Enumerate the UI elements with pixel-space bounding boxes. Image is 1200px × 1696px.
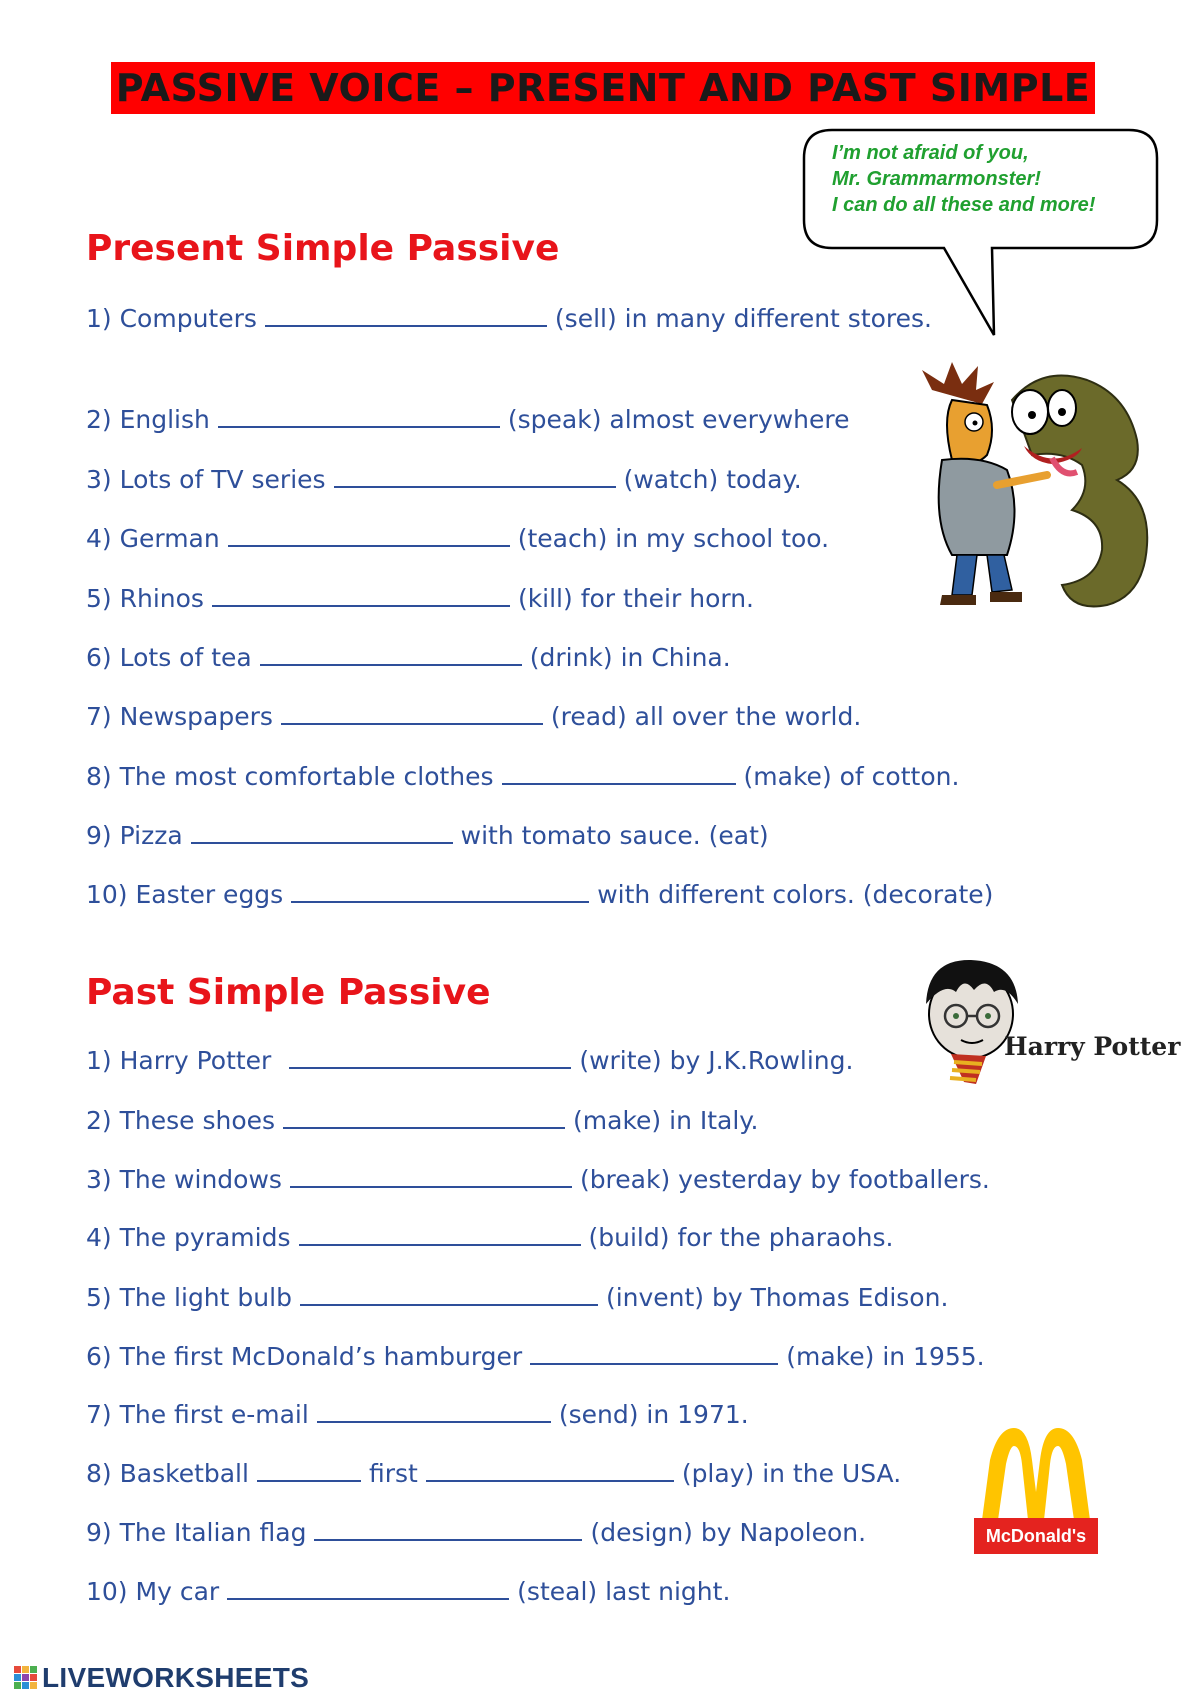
item-suffix: (speak) almost everywhere — [507, 405, 850, 434]
answer-blank[interactable] — [228, 523, 510, 547]
item-prefix: 4) The pyramids — [86, 1223, 291, 1252]
mcdonalds-logo-text: McDonald's — [985, 1526, 1087, 1546]
footer-text: LIVEWORKSHEETS — [42, 1662, 310, 1693]
item-prefix: 6) The first McDonald’s hamburger — [86, 1342, 523, 1371]
answer-blank[interactable] — [257, 1458, 361, 1482]
past-item-7 — [86, 1398, 749, 1432]
liveworksheets-icon — [14, 1666, 38, 1690]
answer-blank[interactable] — [289, 1045, 571, 1069]
answer-blank[interactable] — [317, 1399, 551, 1423]
past-item-1 — [86, 1044, 853, 1078]
present-item-6 — [86, 641, 731, 675]
boy-and-monster-illustration — [912, 360, 1157, 615]
answer-blank[interactable] — [290, 1164, 572, 1188]
item-prefix: 5) The light bulb — [86, 1283, 292, 1312]
answer-blank[interactable] — [227, 1576, 509, 1600]
harry-potter-logo: Harry Potter — [1004, 1032, 1181, 1061]
item-suffix: (make) of cotton. — [743, 762, 960, 791]
past-item-5 — [86, 1281, 948, 1315]
past-item-6 — [86, 1340, 985, 1374]
present-item-9 — [86, 819, 769, 853]
item-suffix: (send) in 1971. — [558, 1400, 749, 1429]
answer-blank[interactable] — [300, 1282, 598, 1306]
past-item-3 — [86, 1163, 990, 1197]
present-heading: Present Simple Passive — [86, 228, 560, 269]
answer-blank[interactable] — [299, 1222, 581, 1246]
item-prefix: 1) Computers — [86, 304, 257, 333]
item-prefix: 8) Basketball — [86, 1459, 249, 1488]
item-prefix: 10) Easter eggs — [86, 880, 284, 909]
answer-blank[interactable] — [426, 1458, 674, 1482]
answer-blank[interactable] — [191, 820, 453, 844]
answer-blank[interactable] — [212, 583, 510, 607]
item-suffix: (sell) in many different stores. — [554, 304, 932, 333]
past-item-10 — [86, 1575, 730, 1609]
present-item-1 — [86, 302, 932, 336]
present-item-10 — [86, 878, 993, 912]
item-suffix: (make) in 1955. — [786, 1342, 985, 1371]
title-banner — [111, 62, 1095, 114]
footer-brand[interactable] — [14, 1662, 309, 1694]
present-item-7 — [86, 700, 861, 734]
item-prefix: 7) Newspapers — [86, 702, 273, 731]
past-item-2 — [86, 1104, 758, 1138]
answer-blank[interactable] — [283, 1105, 565, 1129]
speech-bubble-text — [832, 140, 1095, 218]
answer-blank[interactable] — [334, 464, 616, 488]
item-suffix: (write) by J.K.Rowling. — [579, 1046, 854, 1075]
item-prefix: 4) German — [86, 524, 220, 553]
item-prefix: 10) My car — [86, 1577, 220, 1606]
item-prefix: 3) The windows — [86, 1165, 282, 1194]
item-suffix: (watch) today. — [623, 465, 802, 494]
present-item-8 — [86, 760, 959, 794]
item-suffix: (design) by Napoleon. — [590, 1518, 867, 1547]
past-item-4 — [86, 1221, 893, 1255]
item-suffix: (make) in Italy. — [573, 1106, 759, 1135]
past-heading: Past Simple Passive — [86, 972, 491, 1013]
item-suffix: (drink) in China. — [529, 643, 731, 672]
present-item-2 — [86, 403, 850, 437]
present-item-3 — [86, 463, 802, 497]
item-suffix: with different colors. (decorate) — [597, 880, 994, 909]
item-suffix: with tomato sauce. (eat) — [460, 821, 769, 850]
answer-blank[interactable] — [218, 404, 500, 428]
bubble-line: I’m not afraid of you, — [832, 142, 1029, 164]
answer-blank[interactable] — [502, 761, 736, 785]
item-prefix: 2) English — [86, 405, 210, 434]
page-title: PASSIVE VOICE – PRESENT AND PAST SIMPLE — [115, 66, 1091, 110]
past-item-9 — [86, 1516, 866, 1550]
item-suffix: (read) all over the world. — [550, 702, 862, 731]
item-prefix: 6) Lots of tea — [86, 643, 252, 672]
item-suffix: (build) for the pharaohs. — [588, 1223, 894, 1252]
item-suffix: (teach) in my school too. — [517, 524, 830, 553]
present-item-5 — [86, 582, 754, 616]
item-suffix: (play) in the USA. — [681, 1459, 902, 1488]
present-item-4 — [86, 522, 829, 556]
item-prefix: 5) Rhinos — [86, 584, 204, 613]
answer-blank[interactable] — [260, 642, 522, 666]
item-prefix: 2) These shoes — [86, 1106, 276, 1135]
item-prefix: 9) Pizza — [86, 821, 183, 850]
answer-blank[interactable] — [265, 303, 547, 327]
item-prefix: 1) Harry Potter — [86, 1046, 272, 1075]
answer-blank[interactable] — [314, 1517, 582, 1541]
item-prefix: 3) Lots of TV series — [86, 465, 326, 494]
item-prefix: 9) The Italian flag — [86, 1518, 307, 1547]
answer-blank[interactable] — [530, 1341, 778, 1365]
answer-blank[interactable] — [291, 879, 589, 903]
item-middle: first — [368, 1459, 418, 1488]
item-suffix: (kill) for their horn. — [517, 584, 754, 613]
item-suffix: (invent) by Thomas Edison. — [605, 1283, 949, 1312]
answer-blank[interactable] — [281, 701, 543, 725]
item-suffix: (steal) last night. — [517, 1577, 731, 1606]
bubble-line: Mr. Grammarmonster! — [832, 168, 1041, 190]
item-prefix: 7) The first e-mail — [86, 1400, 309, 1429]
bubble-line: I can do all these and more! — [832, 194, 1096, 216]
past-item-8 — [86, 1457, 901, 1491]
item-prefix: 8) The most comfortable clothes — [86, 762, 494, 791]
item-suffix: (break) yesterday by footballers. — [579, 1165, 990, 1194]
